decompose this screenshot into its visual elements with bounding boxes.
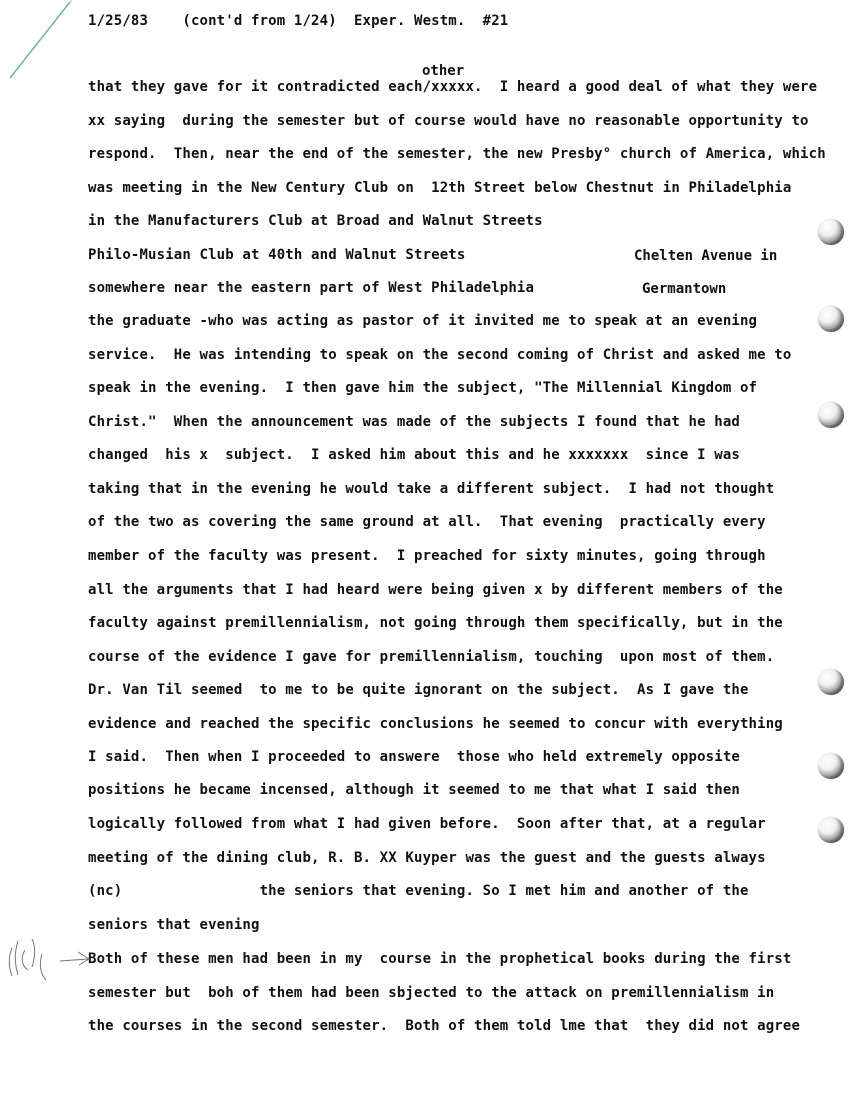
corner-fold-line — [0, 0, 72, 90]
text-line-22: positions he became incensed, although it seemed to me that what I said then — [88, 782, 740, 798]
text-line-7: somewhere near the eastern part of West Philadelphia — [88, 280, 535, 296]
binder-hole-4 — [818, 669, 844, 695]
text-line-2: xx saying during the semester but of course would have no reasonable opportunity to — [88, 113, 809, 129]
right-note-1: Chelten Avenue in — [634, 248, 778, 264]
text-line-10: speak in the evening. I then gave him the subject, "The Millennial Kingdom of — [88, 380, 758, 396]
text-line-24: meeting of the dining club, R. B. XX Kuyper was the guest and the guests always — [88, 850, 766, 866]
text-line-12: changed his x subject. I asked him about this and he xxxxxxx since I was — [88, 447, 740, 463]
text-line-27: Both of these men had been in my course in the prophetical books during the first — [88, 951, 792, 967]
text-line-3: respond. Then, near the end of the semester, the new Presby° church of America, which — [88, 146, 826, 162]
right-note-2: Germantown — [642, 281, 727, 297]
binder-hole-5 — [818, 753, 844, 779]
text-line-11: Christ." When the announcement was made of the subjects I found that he had — [88, 414, 740, 430]
text-line-5: in the Manufacturers Club at Broad and Walnut Streets — [88, 213, 543, 229]
text-line-26: seniors that evening — [88, 917, 260, 933]
text-line-23: logically followed from what I had given before. Soon after that, at a regular — [88, 816, 766, 832]
text-line-16: all the arguments that I had heard were being given x by different members of the — [88, 582, 783, 598]
text-line-6: Philo-Musian Club at 40th and Walnut Streets — [88, 247, 466, 263]
inserted-word: other — [422, 63, 465, 79]
binder-hole-1 — [818, 219, 844, 245]
text-line-17: faculty against premillennialism, not going through them specifically, but in the — [88, 615, 783, 631]
text-line-15: member of the faculty was present. I preached for sixty minutes, going through — [88, 548, 766, 564]
text-line-9: service. He was intending to speak on the second coming of Christ and asked me to — [88, 347, 792, 363]
text-line-25: (nc) the seniors that evening. So I met him and another of the — [88, 883, 749, 899]
text-line-21: I said. Then when I proceeded to answere those who held extremely opposite — [88, 749, 740, 765]
text-line-14: of the two as covering the same ground at all. That evening practically every — [88, 514, 766, 530]
text-line-28: semester but boh of them had been sbjected to the attack on premillennialism in — [88, 985, 775, 1001]
text-line-29: the courses in the second semester. Both of them told lme that they did not agree — [88, 1018, 801, 1034]
page-header: 1/25/83 (cont'd from 1/24) Exper. Westm. #21 — [88, 13, 509, 29]
text-line-13: taking that in the evening he would take a different subject. I had not thought — [88, 481, 775, 497]
binder-hole-6 — [818, 817, 844, 843]
text-line-8: the graduate -who was acting as pastor of it invited me to speak at an evening — [88, 313, 758, 329]
text-line-1: that they gave for it contradicted each/xxxxx. I heard a good deal of what they were — [88, 79, 818, 95]
text-line-4: was meeting in the New Century Club on 12th Street below Chestnut in Philadelphia — [88, 180, 792, 196]
text-line-19: Dr. Van Til seemed to me to be quite ignorant on the subject. As I gave the — [88, 682, 749, 698]
binder-hole-3 — [818, 402, 844, 428]
binder-hole-2 — [818, 306, 844, 332]
text-line-20: evidence and reached the specific conclusions he seemed to concur with everything — [88, 716, 783, 732]
handwritten-margin-mark — [0, 930, 110, 1010]
text-line-18: course of the evidence I gave for premillennialism, touching upon most of them. — [88, 649, 775, 665]
